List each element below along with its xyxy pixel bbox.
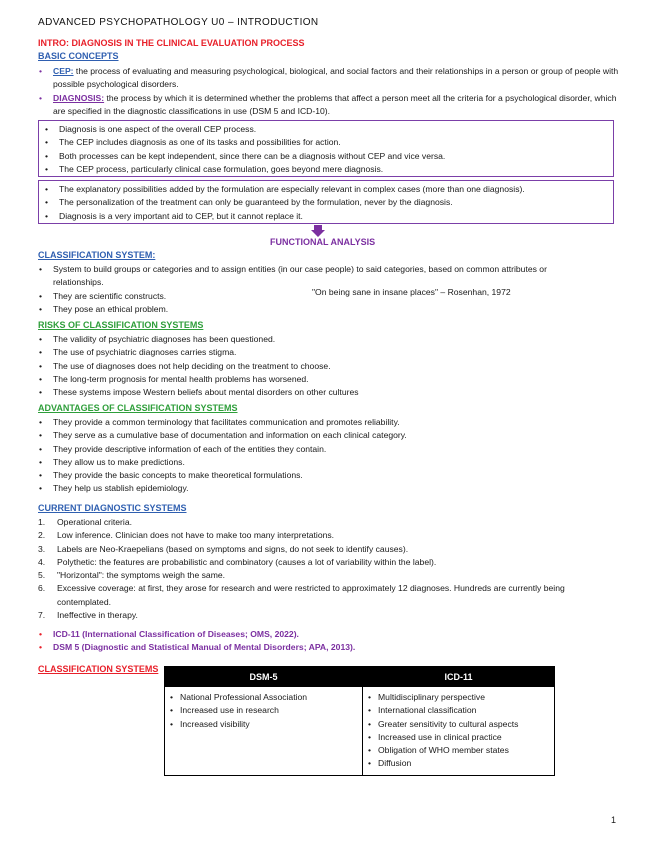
diagnosis-term: DIAGNOSIS: [53,92,105,103]
advantages-list [38,416,608,496]
item-number: 5. [38,570,46,581]
intro-heading: INTRO: DIAGNOSIS IN THE CLINICAL EVALUATION PROCESS [38,38,305,48]
down-arrow-icon [311,225,325,237]
rosenhan-quote: "On being sane in insane places" – Rosenhan, 1972 [312,287,511,297]
item-number: 2. [38,530,46,541]
classification-system-heading: CLASSIFICATION SYSTEM: [38,250,156,260]
dsm-5-cell [165,687,363,776]
item-text: Ineffective in therapy. [57,610,138,621]
diagnosis-text: the process by which it is determined whether the problems that affect a person meet all the criteria for a psychological disorder, which are specified in the diagnostic classifications in use (DSM 5 and ICD-10). [53,92,617,116]
list-item: • National Professional Association [165,691,362,704]
cep-definition [38,65,623,92]
cep-text: the process of evaluating and measuring psychological, biological, and social factors and their relationships in a person or group of people with possible psychological disorders. [53,66,619,90]
list-item: • Diagnosis is a very important aid to CEP, but it cannot replace it. [44,210,612,223]
list-item: • Diagnosis is one aspect of the overall CEP process. [44,123,609,136]
risks-list [38,333,608,399]
dsm-5-item: • DSM 5 (Diagnostic and Statistical Manual of Mental Disorders; APA, 2013). [38,641,603,654]
numbered-item [38,582,603,609]
numbered-item [38,516,603,529]
risks-heading: RISKS OF CLASSIFICATION SYSTEMS [38,320,204,330]
item-number: 3. [38,543,46,554]
list-item: • The use of diagnoses does not help deciding on the treatment to choose. [38,360,608,373]
list-item: • They provide a common terminology that facilitates communication and promotes reliability. [38,416,608,429]
functional-analysis-label: FUNCTIONAL ANALYSIS [270,237,376,247]
item-text: Labels are Neo-Kraepelians (based on symptoms and signs, do not seek to identify causes). [57,543,409,554]
item-text: Excessive coverage: at first, they arose for research and were restricted to approximately 12 diagnoses. Hundreds are currently being contemplated. [57,583,565,607]
formulation-list [44,183,612,223]
diagnosis-definition [38,92,623,119]
list-item: • The explanatory possibilities added by the formulation are especially relevant in complex cases (more than one diagnosis). [44,183,612,196]
numbered-item [38,569,603,582]
cep-term: CEP: [53,66,74,76]
list-item: • These systems impose Western beliefs about mental disorders on other cultures [38,386,608,399]
list-item: • They allow us to make predictions. [38,456,608,469]
list-item: • The CEP includes diagnosis as one of its tasks and possibilities for action. [44,136,609,149]
classification-systems-heading: CLASSIFICATION SYSTEMS [38,664,159,674]
list-item: • They provide descriptive information of each of the entities they contain. [38,443,608,456]
page-number: 1 [611,815,617,825]
item-text: Operational criteria. [57,517,132,527]
icd-11-cell [363,687,555,776]
list-item: • Greater sensitivity to cultural aspects [363,718,554,731]
current-systems-list [38,516,603,622]
list-item: • They provide the basic concepts to make theoretical formulations. [38,469,608,482]
list-item: • Increased use in clinical practice [363,731,554,744]
list-item: • Increased visibility [165,718,362,731]
icd-11-column-header: ICD-11 [363,667,555,687]
list-item: • System to build groups or categories and to assign entities (in our case people) to said categories, based on common attributes or relationships. [38,263,598,290]
item-number: 1. [38,517,46,527]
numbered-item [38,529,603,542]
document-title: ADVANCED PSYCHOPATHOLOGY U0 – INTRODUCTION [38,17,319,28]
numbered-item [38,609,603,622]
list-item: • The validity of psychiatric diagnoses has been questioned. [38,333,608,346]
list-item: • Multidisciplinary perspective [363,691,554,704]
item-number: 4. [38,556,46,567]
current-systems-heading: CURRENT DIAGNOSTIC SYSTEMS [38,503,187,513]
item-text: Low inference. Clinician does not have to make too many interpretations. [57,530,335,541]
numbered-item [38,543,603,556]
list-item: • Diffusion [363,757,554,770]
basic-concepts-list [38,65,623,118]
list-item: • They help us stablish epidemiology. [38,482,608,495]
list-item: • The use of psychiatric diagnoses carries stigma. [38,346,608,359]
diagnostic-systems-list [38,628,603,655]
item-text: "Horizontal": the symptoms weigh the same. [57,570,226,581]
list-item: • Both processes can be kept independent, since there can be a diagnosis without CEP and vice versa. [44,150,609,163]
list-item: • Obligation of WHO member states [363,744,554,757]
item-number: 7. [38,610,46,621]
list-item: • They pose an ethical problem. [38,303,598,316]
list-item: • The long-term prognosis for mental health problems has worsened. [38,373,608,386]
list-item: • International classification [363,704,554,717]
list-item: • Increased use in research [165,704,362,717]
item-text: Polythetic: the features are probabilistic and combinatory (causes a lot of variability within the label). [57,556,437,567]
list-item: • The personalization of the treatment can only be guaranteed by the formulation, never by the diagnosis. [44,196,612,209]
advantages-heading: ADVANTAGES OF CLASSIFICATION SYSTEMS [38,403,238,413]
diagnosis-cep-list [44,123,609,176]
list-item: • The CEP process, particularly clinical case formulation, goes beyond mere diagnosis. [44,163,609,176]
icd-11-item: • ICD-11 (International Classification of Diseases; OMS, 2022). [38,628,603,641]
item-number: 6. [38,583,46,594]
numbered-item [38,556,603,569]
list-item: • They are scientific constructs. [38,290,598,303]
basic-concepts-heading: BASIC CONCEPTS [38,51,119,61]
classification-systems-table [164,666,555,776]
list-item: • They serve as a cumulative base of documentation and information on each clinical category. [38,429,608,442]
dsm-5-column-header: DSM-5 [165,667,363,687]
